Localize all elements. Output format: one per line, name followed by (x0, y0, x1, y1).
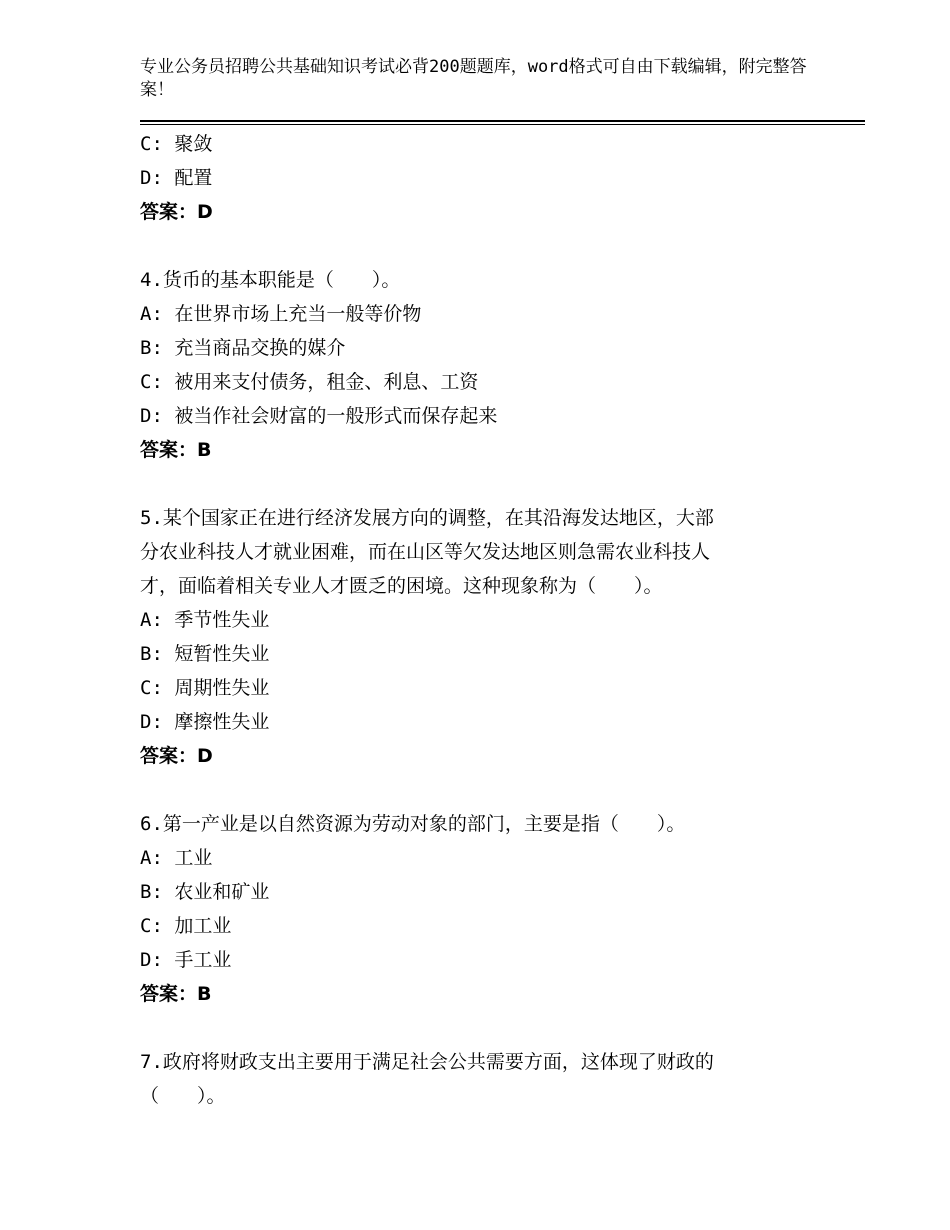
spacer (140, 1011, 810, 1045)
question-stem-line: 才，面临着相关专业人才匮乏的困境。这种现象称为（ ）。 (140, 575, 663, 597)
option-c: C: 聚敛 (140, 133, 213, 155)
answer-line: 答案：B (140, 983, 212, 1005)
header-rule-thick (140, 120, 865, 122)
answer-line: 答案：D (140, 201, 213, 223)
question-stem-line: 分农业科技人才就业困难，而在山区等欠发达地区则急需农业科技人 (140, 541, 711, 563)
option-b: B: 短暂性失业 (140, 643, 270, 665)
question-stem: 6.第一产业是以自然资源为劳动对象的部门，主要是指（ ）。 (140, 813, 686, 835)
option-c: C: 被用来支付债务，租金、利息、工资 (140, 371, 479, 393)
question-stem: 4.货币的基本职能是（ ）。 (140, 269, 401, 291)
question-list (140, 127, 810, 1113)
option-b: B: 农业和矿业 (140, 881, 270, 903)
option-b: B: 充当商品交换的媒介 (140, 337, 346, 359)
question-5 (140, 501, 810, 773)
page-header: 专业公务员招聘公共基础知识考试必背200题题库，word格式可自由下载编辑，附完整答案！ (140, 57, 807, 100)
header-rule-thin (140, 124, 865, 125)
option-c: C: 周期性失业 (140, 677, 270, 699)
spacer (140, 773, 810, 807)
question-6 (140, 807, 810, 1011)
option-c: C: 加工业 (140, 915, 232, 937)
option-d: D: 手工业 (140, 949, 232, 971)
option-a: A: 在世界市场上充当一般等价物 (140, 303, 422, 325)
spacer (140, 229, 810, 263)
question-stem-line: 5.某个国家正在进行经济发展方向的调整，在其沿海发达地区，大部 (140, 507, 714, 529)
option-a: A: 季节性失业 (140, 609, 270, 631)
option-d: D: 被当作社会财富的一般形式而保存起来 (140, 405, 498, 427)
question-stem-line: （ ）。 (140, 1085, 226, 1107)
answer-line: 答案：B (140, 439, 212, 461)
question-4 (140, 263, 810, 467)
option-d: D: 配置 (140, 167, 213, 189)
question-partial (140, 127, 810, 229)
option-d: D: 摩擦性失业 (140, 711, 270, 733)
question-7 (140, 1045, 810, 1113)
answer-line: 答案：D (140, 745, 213, 767)
option-a: A: 工业 (140, 847, 213, 869)
spacer (140, 467, 810, 501)
question-stem-line: 7.政府将财政支出主要用于满足社会公共需要方面，这体现了财政的 (140, 1051, 714, 1073)
